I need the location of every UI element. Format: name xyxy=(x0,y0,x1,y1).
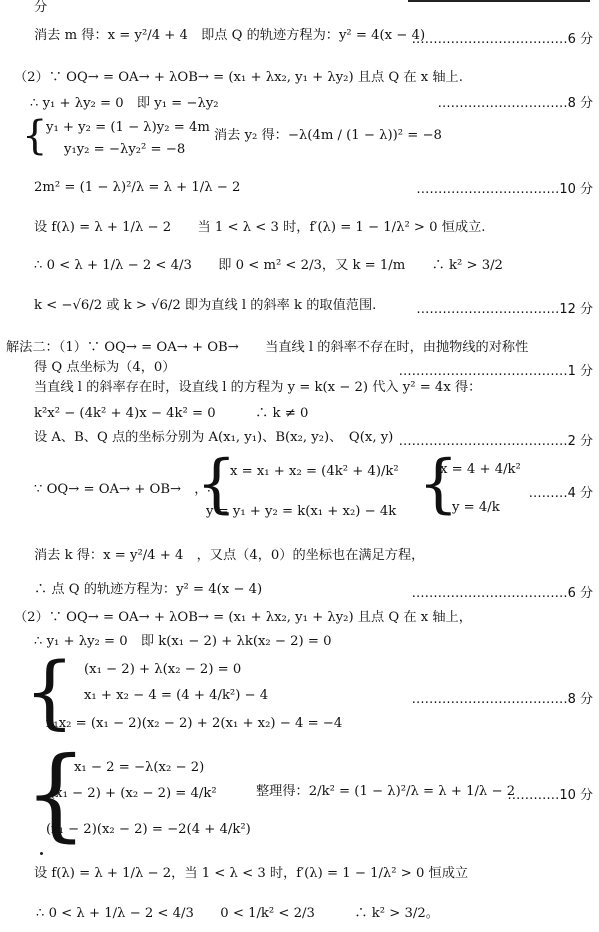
solution-line-l6: y₁y₂ = −λy₂² = −8 xyxy=(64,142,186,157)
solution-line-l27: x₁x₂ = (x₁ − 2)(x₂ − 2) + 2(x₁ + x₂) − 4 = −4 xyxy=(46,716,343,731)
score-marker-s10: …………10 分 xyxy=(507,788,593,803)
solution-line-l25: (x₁ − 2) + λ(x₂ − 2) = 0 xyxy=(84,662,242,677)
solution-line-l0: 分 xyxy=(34,0,48,15)
solution-line-l13: 当直线 l 的斜率存在时，设直线 l 的方程为 y = k(x − 2) 代入 y² = 4x 得： xyxy=(34,380,482,395)
solution-line-l3: ∴ y₁ + λy₂ = 0 即 y₁ = −λy₂ xyxy=(30,96,219,111)
solution-line-l20: y = 4/k xyxy=(452,500,500,515)
solution-line-l17: x = x₁ + x₂ = (4k² + 4)/k² xyxy=(230,464,399,479)
brace-system-2: { xyxy=(196,447,237,521)
solution-line-l33: ∴ 0 < λ + 1/λ − 2 < 4/3 0 < 1/k² < 2/3 ∴ k² > 3/2。 xyxy=(36,906,439,921)
solution-line-l23: （2）∵ OQ→ = OA→ + λOB→ = (x₁ + λx₂, y₁ + λy₂) 且点 Q 在 x 轴上， xyxy=(14,610,472,625)
solution-line-l7: 2m² = (1 − λ)²/λ = λ + 1/λ − 2 xyxy=(34,180,241,195)
solution-line-l11: 解法二：（1）∵ OQ→ = OA→ + OB→ 当直线 l 的斜率不存在时，由抛物线的对称性 xyxy=(6,340,529,355)
score-marker-s8: ………………………………6 分 xyxy=(411,586,593,601)
solution-line-l14: k²x² − (4k² + 4)x − 4k² = 0 ∴ k ≠ 0 xyxy=(34,406,309,421)
score-marker-s7: ………4 分 xyxy=(528,486,593,501)
score-marker-s1: ………………………………6 分 xyxy=(411,32,593,47)
brace-system-3: { xyxy=(418,447,459,521)
solution-line-l1: 消去 m 得：x = y²/4 + 4 即点 Q 的轨迹方程为：y² = 4(x − 4) xyxy=(34,28,426,43)
solution-line-l19: x = 4 + 4/k² xyxy=(440,462,521,477)
brace-system-1: { xyxy=(22,113,48,159)
brace-system-4: { xyxy=(24,645,75,738)
solution-line-l31: (x₁ − 2)(x₂ − 2) = −2(4 + 4/k²) xyxy=(46,822,251,837)
solution-line-l4: y₁ + y₂ = (1 − λ)y₂ = 4m xyxy=(46,120,210,135)
score-marker-s3: ……………………………10 分 xyxy=(416,182,593,197)
solution-line-l15: 设 A、B、Q 点的坐标分别为 A(x₁, y₁)、B(x₂, y₂)、 Q(x, y) xyxy=(34,430,394,445)
score-marker-s5: …………………………………1 分 xyxy=(398,364,593,379)
solution-line-l9: ∴ 0 < λ + 1/λ − 2 < 4/3 即 0 < m² < 2/3，又 k = 1/m ∴ k² > 3/2 xyxy=(34,258,503,273)
solution-line-l2: （2）∵ OQ→ = OA→ + λOB→ = (x₁ + λx₂, y₁ + λy₂) 且点 Q 在 x 轴上. xyxy=(14,70,463,85)
score-marker-s9: ………………………………8 分 xyxy=(411,692,593,707)
solution-line-l8: 设 f(λ) = λ + 1/λ − 2 当 1 < λ < 3 时，f′(λ) = 1 − 1/λ² > 0 恒成立. xyxy=(34,220,486,235)
solution-line-l28: x₁ − 2 = −λ(x₂ − 2) xyxy=(74,760,205,775)
stray-dot xyxy=(40,852,43,855)
brace-system-5: { xyxy=(24,735,88,852)
solution-line-l5: 消去 y₂ 得：−λ(4m / (1 − λ))² = −8 xyxy=(214,128,442,143)
top-rule xyxy=(408,0,590,2)
solution-line-l32: 设 f(λ) = λ + 1/λ − 2，当 1 < λ < 3 时，f′(λ) = 1 − 1/λ² > 0 恒成立 xyxy=(34,866,469,881)
solution-line-l12: 得 Q 点坐标为（4，0） xyxy=(34,360,176,375)
solution-line-l30: 整理得：2/k² = (1 − λ)²/λ = λ + 1/λ − 2 xyxy=(256,784,516,799)
score-marker-s6: …………………………………2 分 xyxy=(398,434,593,449)
solution-line-l10: k < −√6/2 或 k > √6/2 即为直线 l 的斜率 k 的取值范围. xyxy=(34,298,377,313)
score-marker-s2: …………………………8 分 xyxy=(437,96,593,111)
solution-line-l29: (x₁ − 2) + (x₂ − 2) = 4/k² xyxy=(50,786,217,801)
solution-line-l16: ∵ OQ→ = OA→ + OB→ ，∴ xyxy=(34,482,216,497)
solution-line-l26: x₁ + x₂ − 4 = (4 + 4/k²) − 4 xyxy=(84,688,269,703)
solution-line-l18: y = y₁ + y₂ = k(x₁ + x₂) − 4k xyxy=(206,504,397,519)
solution-line-l21: 消去 k 得：x = y²/4 + 4 ，又点（4，0）的坐标也在满足方程， xyxy=(34,548,425,563)
solution-line-l22: ∴ 点 Q 的轨迹方程为：y² = 4(x − 4) xyxy=(34,582,263,597)
solution-line-l24: ∴ y₁ + λy₂ = 0 即 k(x₁ − 2) + λk(x₂ − 2) = 0 xyxy=(34,634,332,649)
score-marker-s4: ……………………………12 分 xyxy=(416,302,593,317)
